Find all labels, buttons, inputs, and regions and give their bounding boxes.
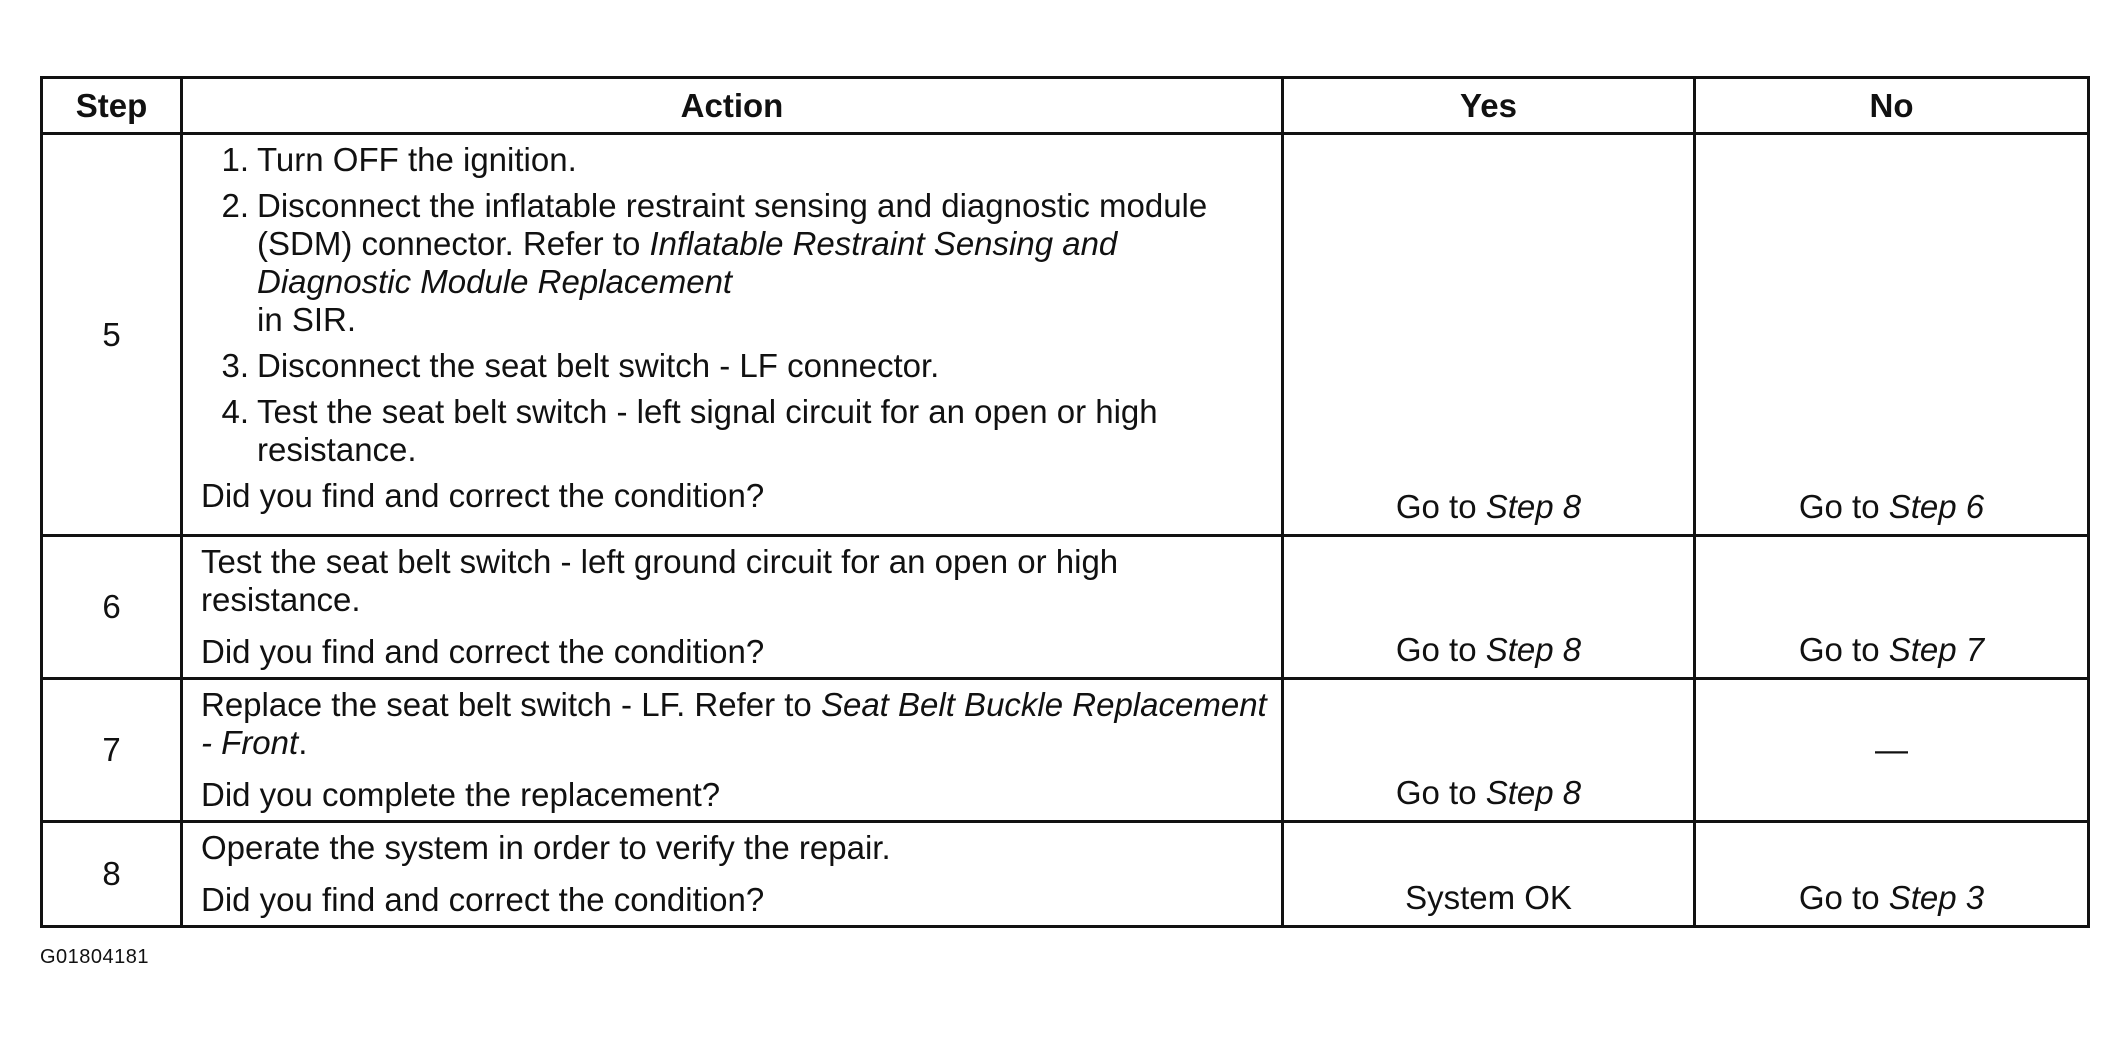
question: Did you find and correct the condition? — [201, 633, 765, 670]
substep-list — [201, 141, 1267, 469]
header-action: Action — [182, 78, 1283, 134]
header-row — [42, 78, 2089, 134]
no-text: Go to — [1798, 631, 1889, 668]
substep-text: Disconnect the inflatable restraint sensing and diagnostic module (SDM) connector. Refer to — [257, 187, 1208, 262]
yes-cell — [1283, 822, 1695, 927]
yes-text: Go to — [1395, 774, 1486, 811]
action-text-part: . — [298, 724, 308, 761]
substep — [221, 347, 1267, 385]
yes-text: Go to — [1395, 631, 1486, 668]
table-row — [42, 822, 2089, 927]
action-cell — [182, 679, 1283, 822]
reference-link[interactable]: Inflatable Restraint Sensing and Diagnostic Module Replacement — [257, 225, 1118, 300]
action-cell — [182, 822, 1283, 927]
substep-text: Turn OFF the ignition. — [257, 141, 577, 178]
substep-number: 4. — [221, 393, 249, 430]
action-cell — [182, 134, 1283, 536]
question: Did you find and correct the condition? — [201, 477, 765, 514]
step-link[interactable]: Step 8 — [1485, 488, 1582, 525]
substep-number: 3. — [221, 347, 249, 384]
step-link[interactable]: Step 8 — [1485, 774, 1582, 811]
action-text — [201, 686, 1267, 762]
no-text: — — [1875, 731, 1908, 768]
substep-number: 2. — [221, 187, 249, 224]
action-text-part: Replace the seat belt switch - LF. Refer to — [201, 686, 821, 723]
step-number: 8 — [42, 822, 182, 927]
header-no: No — [1695, 78, 2089, 134]
step-number: 5 — [42, 134, 182, 536]
diagnostic-table — [40, 76, 2090, 928]
yes-cell — [1283, 679, 1695, 822]
table-row — [42, 679, 2089, 822]
step-number: 7 — [42, 679, 182, 822]
action-cell — [182, 536, 1283, 679]
step-link[interactable]: Step 3 — [1888, 879, 1985, 916]
substep — [221, 393, 1267, 469]
substep-text: in SIR. — [257, 301, 357, 338]
header-yes: Yes — [1283, 78, 1695, 134]
step-number: 6 — [42, 536, 182, 679]
action-text: Test the seat belt switch - left ground circuit for an open or high resistance. — [201, 543, 1119, 618]
figure-id: G01804181 — [40, 946, 150, 968]
yes-cell — [1283, 536, 1695, 679]
no-cell — [1695, 679, 2089, 822]
substep — [221, 187, 1267, 339]
step-link[interactable]: Step 8 — [1485, 631, 1582, 668]
substep — [221, 141, 1267, 179]
table-row — [42, 134, 2089, 536]
table-row — [42, 536, 2089, 679]
yes-text: System OK — [1405, 879, 1572, 916]
substep-number: 1. — [221, 141, 249, 178]
action-text: Operate the system in order to verify the repair. — [201, 829, 891, 866]
question: Did you complete the replacement? — [201, 776, 721, 813]
no-cell — [1695, 134, 2089, 536]
substep-text: Test the seat belt switch - left signal circuit for an open or high resistance. — [257, 393, 1158, 468]
step-link[interactable]: Step 6 — [1888, 488, 1985, 525]
yes-cell — [1283, 134, 1695, 536]
no-cell — [1695, 822, 2089, 927]
question: Did you find and correct the condition? — [201, 881, 765, 918]
no-text: Go to — [1798, 488, 1889, 525]
no-text: Go to — [1798, 879, 1889, 916]
yes-text: Go to — [1395, 488, 1486, 525]
reference-link[interactable]: Seat Belt Buckle Replacement - Front — [201, 686, 1267, 761]
substep-text: Disconnect the seat belt switch - LF connector. — [257, 347, 940, 384]
no-cell — [1695, 536, 2089, 679]
header-step: Step — [42, 78, 182, 134]
step-link[interactable]: Step 7 — [1888, 631, 1985, 668]
